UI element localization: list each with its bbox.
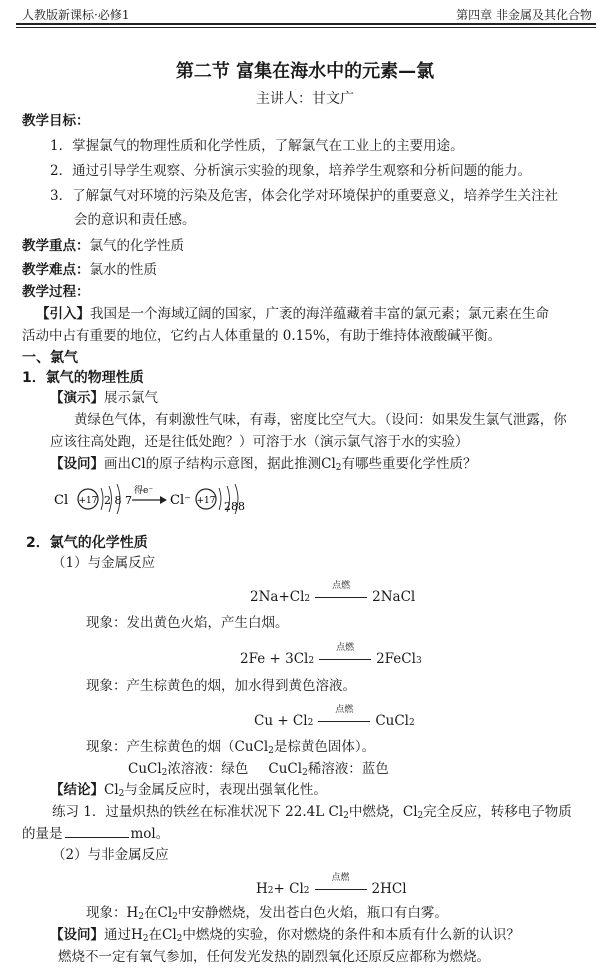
equation-fe-cl2 — [240, 643, 422, 667]
key-point — [22, 240, 184, 254]
ion-nucleus-charge: +17 — [196, 496, 216, 506]
product: 2HCl — [371, 880, 407, 897]
subscript: 2 — [343, 811, 349, 821]
question-text: 有哪些重要化学性质？ — [341, 456, 477, 472]
condition: 点燃 — [336, 643, 355, 653]
header-left: 人教版新课标·必修1 — [22, 8, 130, 22]
cl-ion-symbol: Cl⁻ — [170, 493, 191, 508]
text: 中安静燃烧，发出苍白色火焰，瓶口有白雾。 — [177, 905, 448, 921]
solution-colors — [128, 763, 389, 778]
reaction-arrow — [313, 873, 369, 896]
phenomenon — [86, 741, 375, 756]
product: 2FeCl — [376, 650, 416, 667]
key-point-label: 教学重点： — [22, 238, 90, 254]
page-title: 第二节 富集在海水中的元素—氯 — [175, 61, 435, 82]
reactants: 2Na+Cl — [250, 588, 305, 605]
difficulty-text: 氯水的性质 — [89, 262, 157, 278]
exercise-1-cont — [22, 828, 169, 842]
goal-item: 2．通过引导学生观察、分析演示实验的现象，培养学生观察和分析问题的能力。 — [50, 163, 532, 179]
question-text: 画出Cl的原子结构示意图，据此推测Cl — [104, 456, 336, 472]
demo-desc-2: 应该往高处跑，还是往低处跑？）可溶于水（演示氯气溶于水的实验） — [50, 434, 469, 450]
phenomenon — [86, 907, 448, 922]
subscript: 2 — [176, 934, 183, 944]
answer-blank[interactable] — [65, 837, 129, 838]
subscript: 3 — [415, 656, 422, 666]
subsection-heading: 2．氯气的化学性质 — [26, 535, 148, 551]
subscript: 2 — [335, 463, 342, 473]
condition: 点燃 — [331, 873, 350, 883]
arrow-label: 得e⁻ — [134, 486, 154, 496]
question-label: 【设问】 — [50, 456, 104, 472]
header-right: 第四章 非金属及其化合物 — [456, 8, 592, 22]
equation-cu-cl2 — [254, 705, 415, 729]
conclusion-label: 【结论】 — [50, 782, 104, 798]
conclusion — [50, 784, 327, 799]
question-2 — [50, 929, 520, 944]
subscript: 2 — [268, 746, 274, 756]
subscript: 2 — [304, 594, 311, 604]
goals-heading: 教学目标： — [22, 113, 90, 129]
intro-line2: 活动中占有重要的地位，它约占人体重量的 0.15%，有助于维持体液酸碱平衡。 — [22, 328, 502, 344]
question-1 — [50, 458, 477, 473]
process-heading: 教学过程： — [22, 284, 90, 300]
subscript: 2 — [308, 656, 315, 666]
reaction-arrow — [313, 581, 369, 604]
difficulty-label: 教学难点： — [22, 262, 90, 278]
atom-structure-diagram — [48, 480, 278, 520]
reaction-arrow — [317, 643, 373, 666]
text: 现象：H — [86, 905, 139, 921]
reactants: 2Fe + 3Cl — [240, 650, 309, 667]
text: 练习 1．过量炽热的铁丝在标准状况下 22.4L Cl — [52, 804, 344, 820]
text: Cl — [104, 782, 119, 798]
header-rule-thin — [16, 27, 596, 28]
difficulty — [22, 264, 157, 278]
text: 浓溶液：绿色 — [167, 761, 249, 777]
text: CuCl — [128, 761, 162, 777]
header-rule — [16, 23, 596, 25]
condition: 点燃 — [332, 581, 351, 591]
text: 中燃烧的实验，你对燃烧的条件和本质有什么新的认识？ — [182, 927, 520, 943]
text: 与金属反应时，表现出强氧化性。 — [124, 782, 327, 798]
subscript: 2 — [417, 811, 424, 821]
product: 2NaCl — [372, 588, 416, 605]
text: 中燃烧，Cl — [348, 804, 418, 820]
intro-line1 — [36, 308, 549, 322]
product: CuCl — [375, 712, 409, 729]
text: 是棕黄色固体）。 — [273, 739, 376, 755]
metal-reaction-heading: （1）与金属反应 — [52, 555, 156, 571]
phenomenon: 现象：产生棕黄色的烟，加水得到黄色溶液。 — [86, 678, 356, 694]
subscript: 2 — [302, 768, 308, 778]
subscript: 2 — [408, 718, 415, 728]
goal-item: 1．掌握氯气的物理性质和化学性质，了解氯气在工业上的主要用途。 — [50, 138, 464, 154]
phenomenon: 现象：发出黄色火焰，产生白烟。 — [86, 615, 289, 631]
text: 现象：产生棕黄色的烟（CuCl — [86, 739, 269, 755]
key-point-text: 氯气的化学性质 — [89, 238, 184, 254]
text: 完全反应，转移电子物质 — [423, 804, 572, 820]
subscript: 2 — [303, 886, 310, 896]
text: 在Cl — [144, 905, 173, 921]
demo-label: 【演示】 — [50, 390, 104, 406]
text: CuCl — [268, 761, 303, 777]
equation-h2-cl2 — [256, 873, 407, 897]
text: 的量是 — [22, 826, 63, 842]
condition: 点燃 — [335, 705, 354, 715]
arrow-head — [160, 496, 167, 504]
subscript: 2 — [118, 789, 125, 799]
shell-arc — [101, 488, 103, 510]
demo-desc-1: 黄绿色气体，有刺激性气味，有毒，密度比空气大。（设问：如果发生氯气泄露，你 — [74, 412, 567, 428]
intro-label: 【引入】 — [36, 306, 90, 322]
cl-symbol: Cl — [54, 493, 69, 508]
reaction-arrow — [316, 705, 372, 728]
question-label: 【设问】 — [50, 927, 104, 943]
text: 在Cl — [148, 927, 177, 943]
text: 稀溶液：蓝色 — [307, 761, 389, 777]
reactants: Cu + Cl — [254, 712, 308, 729]
goal-item: 3．了解氯气对环境的污染及危害，体会化学对环境保护的重要意义，培养学生关注社 — [50, 188, 559, 204]
reactant: H — [256, 880, 268, 897]
ion-electron-config: 288 — [224, 500, 245, 513]
reactant: + Cl — [273, 880, 304, 897]
intro-text: 我国是一个海域辽阔的国家，广袤的海洋蕴藏着丰富的氯元素；氯元素在生命 — [90, 306, 549, 322]
speaker: 主讲人：甘文广 — [256, 91, 354, 107]
subsection-heading: 1．氯气的物理性质 — [22, 370, 144, 386]
section-heading: 一、氯气 — [22, 350, 78, 366]
exercise-1 — [52, 806, 572, 821]
subscript: 2 — [172, 912, 178, 922]
text: mol。 — [130, 826, 170, 842]
subscript: 2 — [142, 934, 149, 944]
goal-item-cont: 会的意识和责任感。 — [74, 212, 196, 228]
shell-arc — [219, 488, 221, 510]
equation-na-cl2 — [250, 581, 416, 605]
subscript: 2 — [161, 768, 168, 778]
subscript: 2 — [307, 718, 314, 728]
nucleus-charge: +17 — [78, 496, 98, 506]
subscript: 2 — [138, 912, 145, 922]
nonmetal-reaction-heading: （2）与非金属反应 — [52, 847, 169, 863]
electron-config: 2 8 7 — [104, 494, 132, 507]
subscript: 2 — [267, 886, 274, 896]
demo-text: 展示氯气 — [104, 390, 158, 406]
demo-line — [50, 392, 158, 406]
text: 通过H — [104, 927, 143, 943]
final-statement: 燃烧不一定有氧气参加，任何发光发热的剧烈氧化还原反应都称为燃烧。 — [58, 949, 490, 965]
